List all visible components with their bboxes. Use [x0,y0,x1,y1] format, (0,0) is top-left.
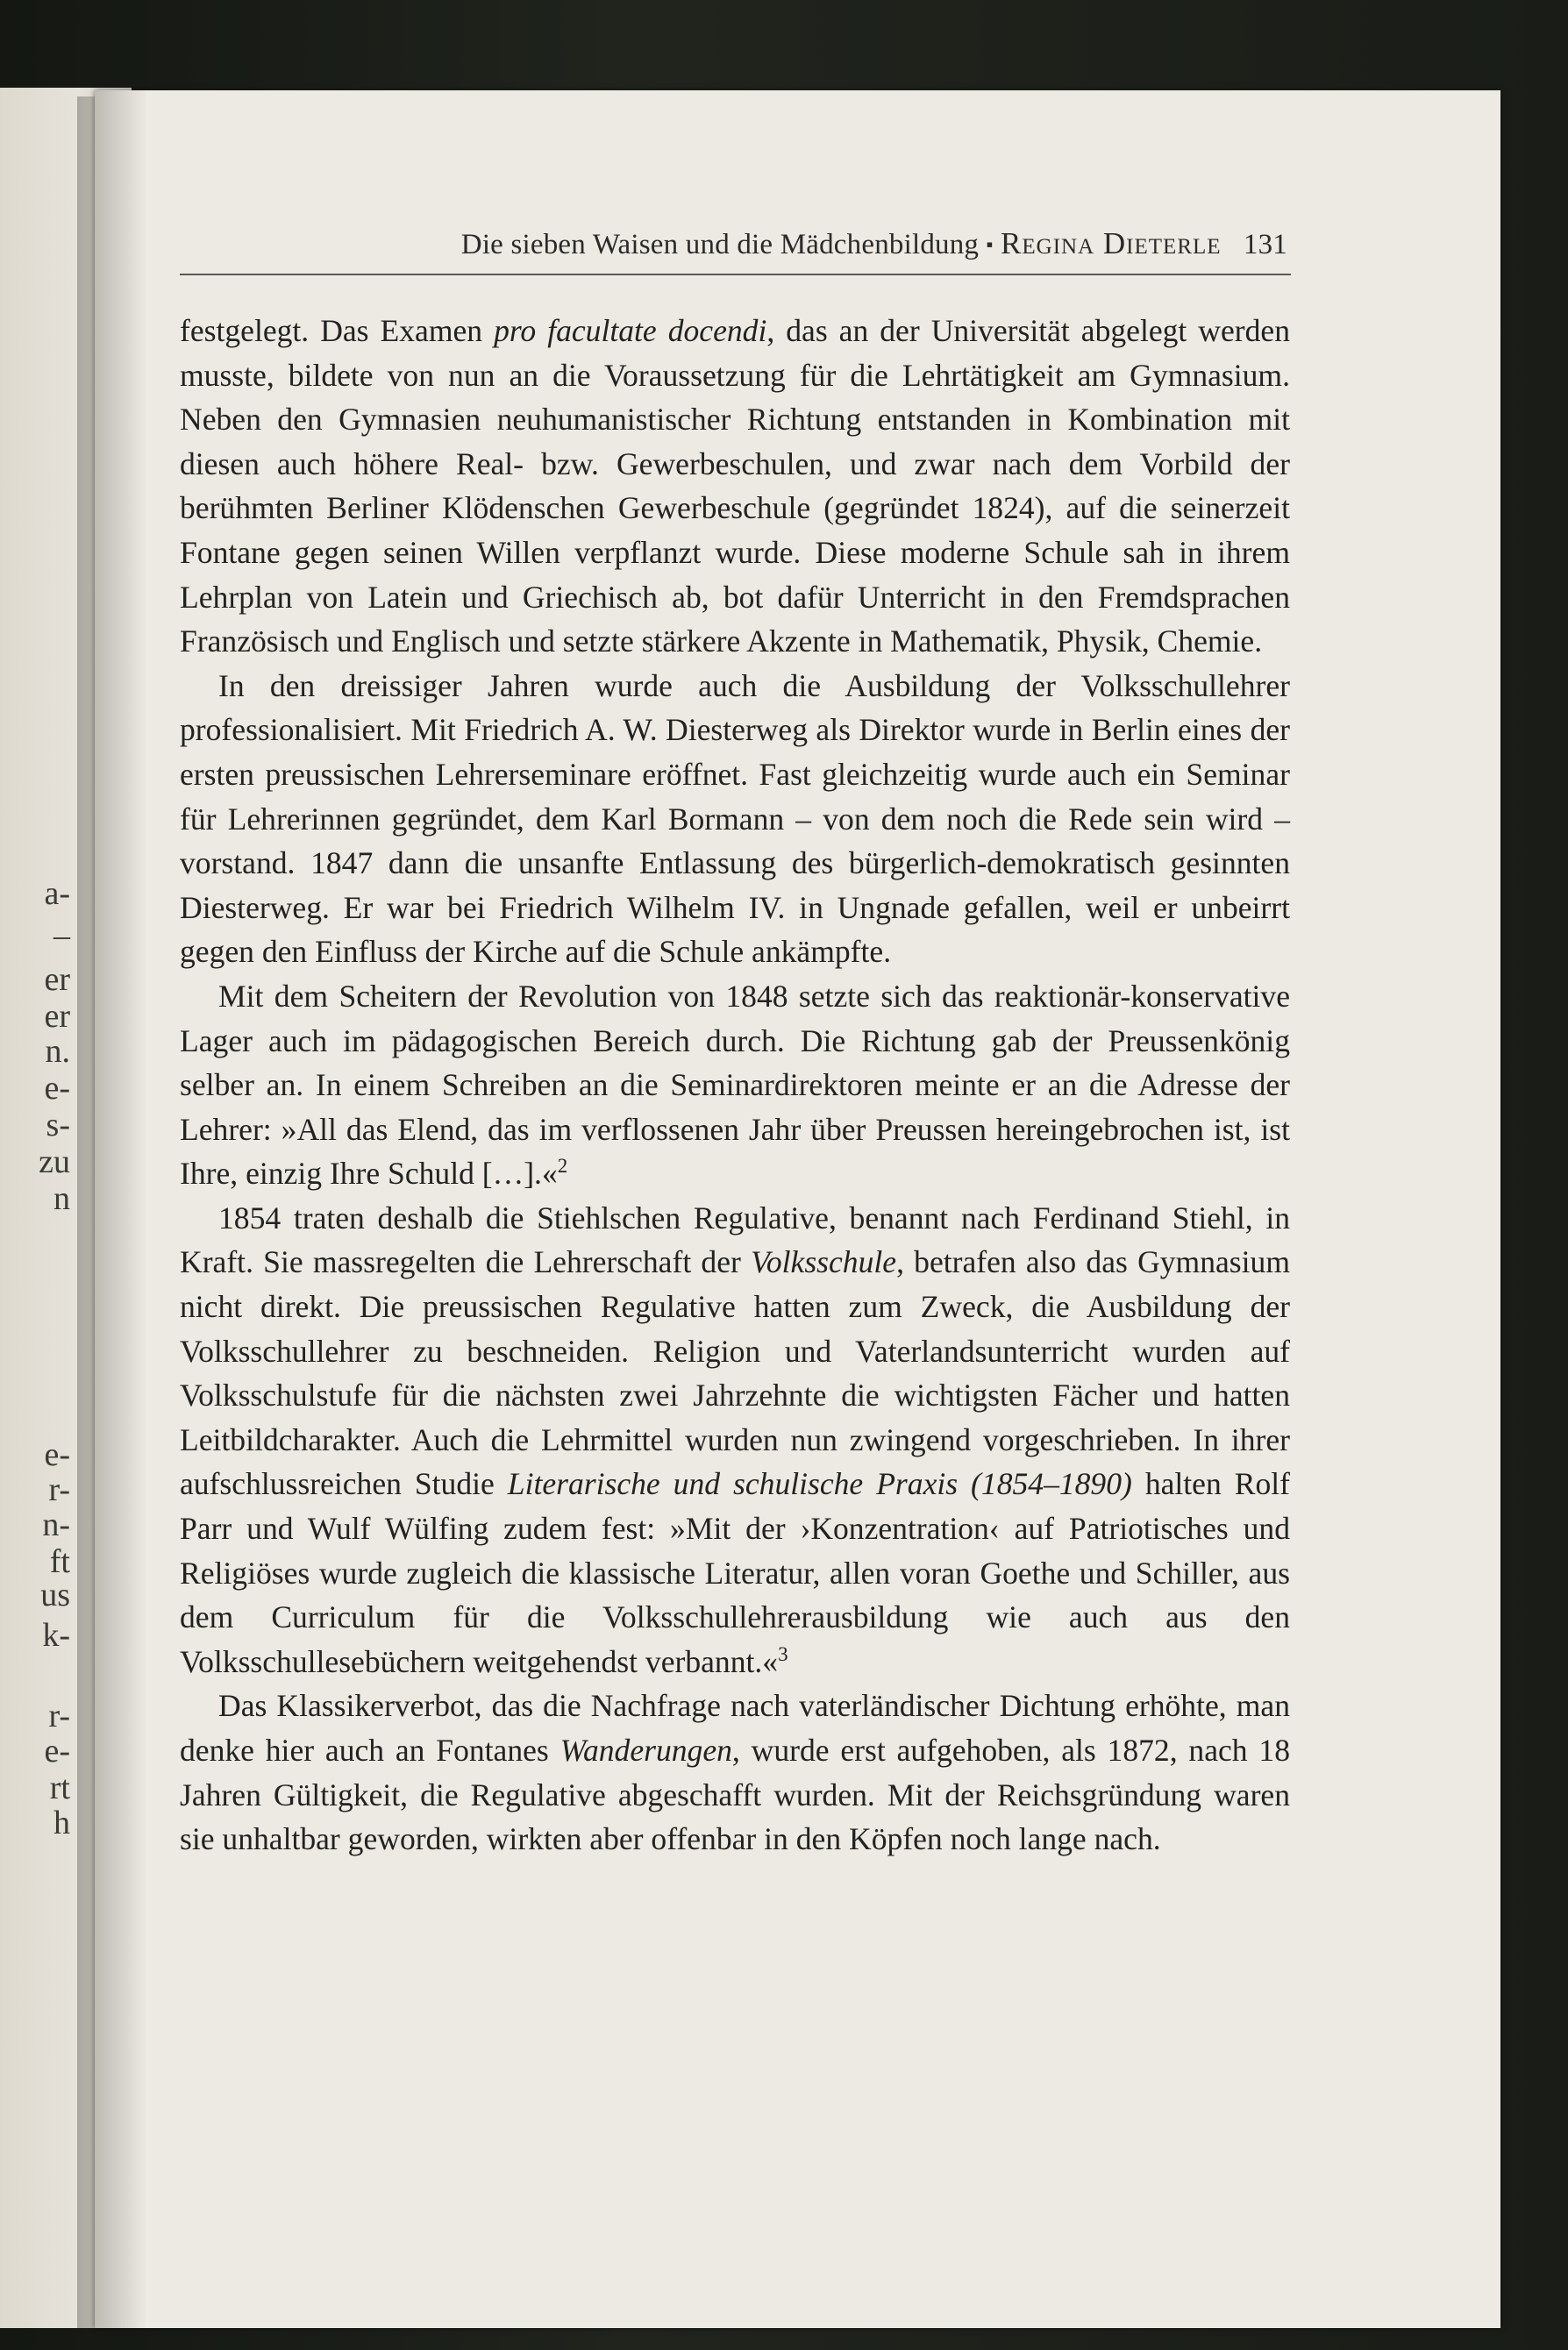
facing-page-fragment: e- [44,1436,70,1473]
footnote-ref: 3 [778,1642,788,1665]
text-run: festgelegt. Das Examen [180,313,495,348]
italic-text: Volksschule [751,1244,897,1280]
text-run: , betrafen also das Gymnasium nicht direkt. Die preussischen Regulative hatten zum Zweck, die Ausbildung der Volksschullehrer zu beschneiden. Religion und Vaterlandsunterricht wurden auf Volksschulstufe für die nächsten zwei Jahrzehnte die wichtigsten Fächer und hatten Leitbildcharakter. Auch die Lehrmittel wurden nun zwingend vorgeschrieben. In ihrer aufschlussreichen Studie [180,1244,1290,1502]
facing-page-fragment: h [53,1805,70,1841]
facing-page-fragment: n- [42,1506,70,1543]
facing-page-fragment: e- [44,1070,70,1107]
page-curve-shadow [95,90,147,2328]
facing-page-fragment: n [53,1180,70,1217]
header-rule [180,274,1291,275]
paragraph [180,974,1290,1196]
text-run: In den dreissiger Jahren wurde auch die Ausbildung der Volksschullehrer professionalisiert. Mit Friedrich A. W. Diesterweg als Direktor wurde in Berlin eines der ersten preussischen Lehrerseminare eröffnet. Fast gleichzeitig wurde auch ein Seminar für Lehrerinnen gegründet, dem Karl Bormann – von dem noch die Rede sein wird – vorstand. 1847 dann die unsanfte Entlassung des bürgerlich-demokratisch gesinnten Diesterweg. Er war bei Friedrich Wilhelm IV. in Ungnade gefallen, weil er unbeirrt gegen den Einfluss der Kirche auf die Schule ankämpfte. [180,667,1290,970]
facing-page-fragment: er [44,961,70,998]
facing-page-fragment: s- [46,1107,70,1143]
paragraph [180,664,1290,974]
text-run: halten Rolf Parr und Wulf Wülfing zudem fest: »Mit der ›Konzentration‹ auf Patriotisches und Religiöses wurde zugleich die klassische Literatur, allen voran Goethe und Schiller, aus dem Curriculum für die Volksschullehrerausbildung wie auch aus den Volksschullesebüchern weitgehendst verbannt.« [180,1466,1290,1679]
facing-page-fragment: r- [48,1471,70,1508]
facing-page-fragment: n. [45,1033,70,1070]
text-run: Mit dem Scheitern der Revolution von 1848 setzte sich das reaktionär-konservative Lager auch im pädagogischen Bereich durch. Die Richtung gab der Preussenkönig selber an. In einem Schreiben an die Seminardirektoren meinte er an die Adresse der Lehrer: »All das Elend, das im verflossenen Jahr über Preussen hereingebrochen ist, ist Ihre, einzig Ihre Schuld […].« [180,978,1290,1192]
facing-page-fragment: rt [49,1770,70,1806]
text-run: Das Klassikerverbot, das die Nachfrage nach vaterländischer Dichtung erhöhte, man denke hier auch an Fontanes [180,1688,1290,1768]
running-head [175,226,1287,261]
facing-page-fragment: ft [49,1543,70,1580]
paragraph [180,309,1290,664]
facing-page-fragment: us [40,1577,70,1613]
facing-page-fragment: – [53,917,70,954]
running-head-author: Regina Dieterle [1001,226,1222,260]
facing-page-fragment: r- [48,1698,70,1734]
running-head-separator: ▪ [986,233,994,255]
running-head-title: Die sieben Waisen und die Mädchenbildung [460,229,980,260]
italic-text: Literarische und schulische Praxis (1854–1890) [507,1466,1132,1502]
paragraph [180,1196,1290,1684]
italic-text: Wanderungen [559,1733,732,1768]
text-run: 1854 traten deshalb die Stiehlschen Regulative, benannt nach Ferdinand Stiehl, in Kraft. Sie massregelten die Lehrerschaft der [180,1200,1290,1280]
page-number: 131 [1243,229,1287,260]
body-text [180,309,1290,1862]
facing-page-fragment: a- [44,875,70,912]
paragraph [180,1684,1290,1861]
facing-page-fragment: k- [42,1617,70,1654]
italic-text: pro facultate docendi [494,313,767,348]
facing-page-fragment: zu [39,1143,70,1180]
facing-page-fragment: e- [44,1733,70,1770]
facing-page-fragment: er [44,998,70,1035]
text-run: , wurde erst aufgehoben, als 1872, nach 18 Jahren Gültigkeit, die Regulative abgeschafft wurden. Mit der Reichsgründung waren sie unhaltbar geworden, wirkten aber offenbar in den Köpfen noch lange nach. [180,1733,1290,1857]
footnote-ref: 2 [557,1155,568,1178]
text-run: , das an der Universität abgelegt werden musste, bildete von nun an die Voraussetzung für die Lehrtätigkeit am Gymnasium. Neben den Gymnasien neuhumanistischer Richtung entstanden in Kombination mit diesen auch höhere Real- bzw. Gewerbeschulen, und zwar nach dem Vorbild der berühmten Berliner Klödenschen Gewerbeschule (gegründet 1824), auf die seinerzeit Fontane gegen seinen Willen verpflanzt wurde. Diese moderne Schule sah in ihrem Lehrplan von Latein und Griechisch ab, bot dafür Unterricht in den Fremdsprachen Französisch und Englisch und setzte stärkere Akzente in Mathematik, Physik, Chemie. [180,313,1290,659]
